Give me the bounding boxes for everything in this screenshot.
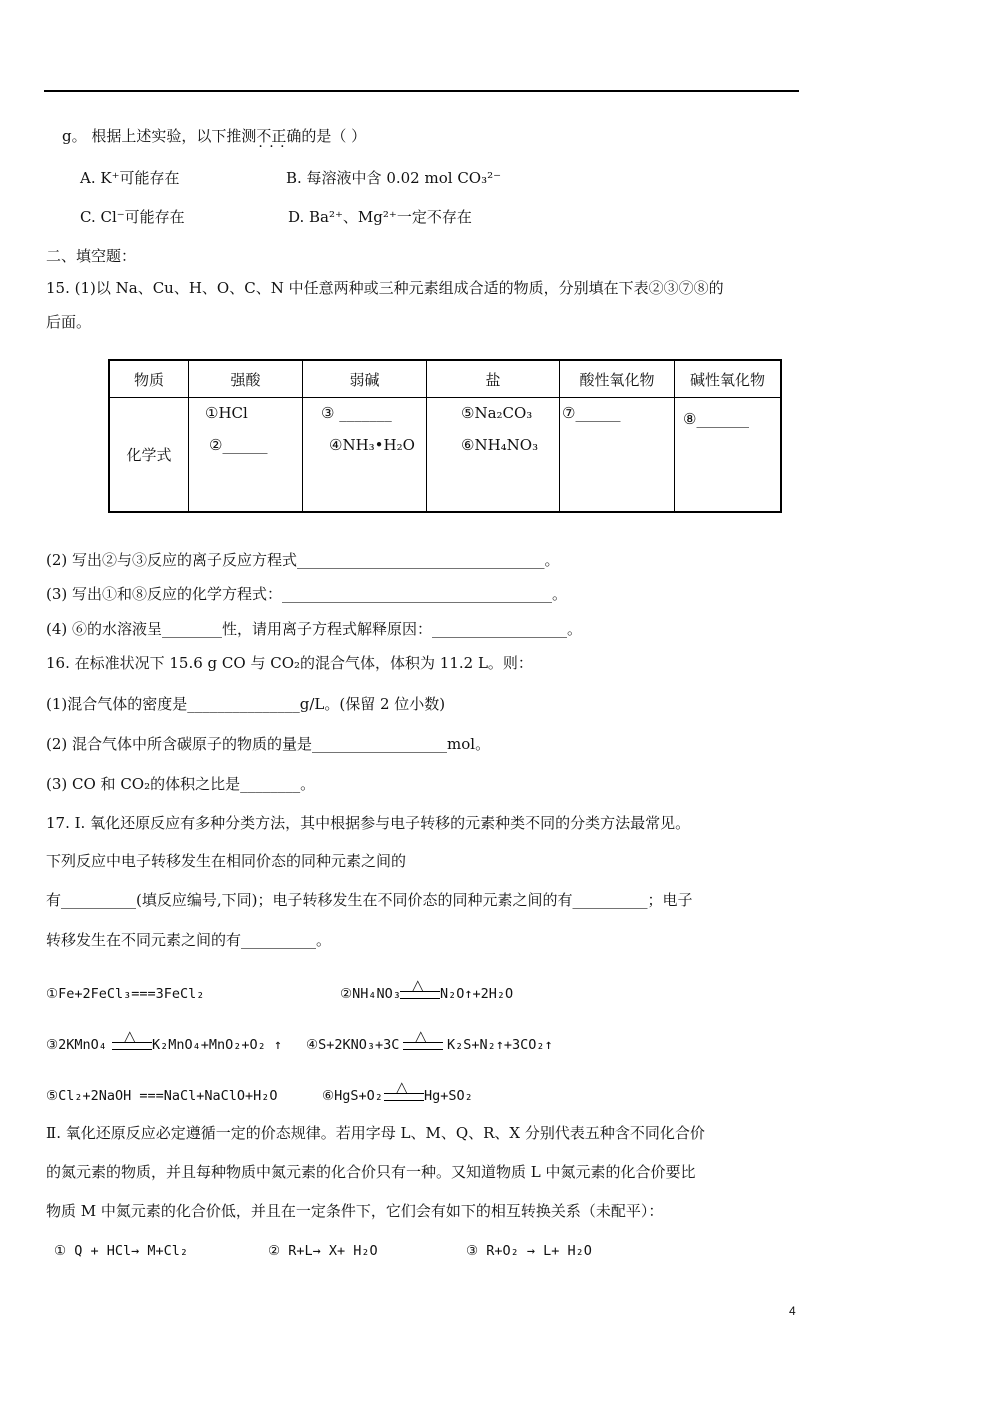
table-header: 盐: [427, 360, 560, 398]
q17-line1: 17. Ⅰ. 氧化还原反应有多种分类方法，其中根据参与电子转移的元素种类不同的分类方法最常见。: [46, 814, 691, 832]
section-title: 二、填空题：: [46, 247, 137, 265]
q14-option-d: D. Ba²⁺、Mg²⁺一定不存在: [288, 208, 472, 226]
reaction-2-products: N₂O↑+2H₂O: [440, 986, 514, 1002]
substance-table: [108, 359, 782, 513]
q17-line3: 有__________(填反应编号,下同)；电子转移发生在不同价态的同种元素之间的有__________；电子: [46, 891, 693, 909]
q16-part2: (2) 混合气体中所含碳原子的物质的量是__________________mol。: [46, 735, 491, 753]
table-cell: ③ _______: [321, 404, 392, 422]
q15-part3: (3) 写出①和⑧反应的化学方程式：____________________________________。: [46, 585, 568, 603]
q15-part2: (2) 写出②与③反应的离子反应方程式_________________________________。: [46, 551, 560, 569]
conversion-2: ② R+L→ X+ H₂O: [268, 1243, 378, 1259]
table-header: 碱性氧化物: [675, 360, 782, 398]
table-cell: ②______: [209, 436, 268, 454]
table-cell: ④NH₃•H₂O: [329, 436, 415, 454]
reaction-4-products: K₂S+N₂↑+3CO₂↑: [447, 1037, 553, 1053]
q16-stem: 16. 在标准状况下 15.6 g CO 与 CO₂的混合气体，体积为 11.2 L。则：: [46, 654, 533, 672]
conversion-1: ① Q + HCl→ M+Cl₂: [54, 1243, 189, 1259]
heat-icon: △: [412, 976, 424, 994]
q17-part2-line3: 物质 M 中氮元素的化合价低，并且在一定条件下，它们会有如下的相互转换关系（未配平）：: [46, 1202, 664, 1220]
table-cell: ①HCl: [205, 404, 248, 422]
q16-part1: (1)混合气体的密度是_______________g/L。(保留 2 位小数): [46, 695, 446, 713]
page-number: 4: [789, 1304, 796, 1318]
table-header: 酸性氧化物: [560, 360, 675, 398]
q14-stem: g。 根据上述实验，以下推测不正确 · · ·的是（ ）: [62, 126, 366, 146]
reaction-4-reactants: ④S+2KNO₃+3C: [306, 1037, 400, 1053]
q14-option-c: C. Cl⁻可能存在: [80, 208, 185, 226]
reaction-3-products: K₂MnO₄+MnO₂+O₂ ↑: [152, 1037, 283, 1053]
heat-icon: △: [415, 1027, 427, 1045]
q17-part2-line1: Ⅱ. 氧化还原反应必定遵循一定的价态规律。若用字母 L、M、Q、R、X 分别代表五种含不同化合价: [46, 1124, 705, 1142]
table-cell: ⑥NH₄NO₃: [461, 436, 539, 454]
reaction-6-reactants: ⑥HgS+O₂: [322, 1088, 383, 1104]
q17-line2: 下列反应中电子转移发生在相同价态的同种元素之间的: [46, 852, 407, 870]
reaction-2-reactants: ②NH₄NO₃: [340, 986, 401, 1002]
q15-part4: (4) ⑥的水溶液呈________性，请用离子方程式解释原因：__________________。: [46, 620, 583, 638]
reaction-5: ⑤Cl₂+2NaOH ===NaCl+NaClO+H₂O: [46, 1088, 278, 1104]
reaction-3-reactants: ③2KMnO₄: [46, 1037, 107, 1053]
table-cell: ⑧_______: [683, 410, 749, 428]
heat-icon: △: [124, 1027, 136, 1045]
header-rule: [44, 90, 799, 92]
table-cell: ⑦______: [562, 404, 621, 422]
q15-stem-line2: 后面。: [46, 313, 92, 331]
emphasis-dots: 不正确 · · ·: [256, 127, 301, 145]
table-header: 物质: [109, 360, 189, 398]
table-cell: ⑤Na₂CO₃: [461, 404, 533, 422]
reaction-6-products: Hg+SO₂: [424, 1088, 473, 1104]
table-header: 弱碱: [303, 360, 427, 398]
q15-stem-line1: 15. (1)以 Na、Cu、H、O、C、N 中任意两种或三种元素组成合适的物质，分别填在下表②③⑦⑧的: [46, 279, 724, 297]
q17-part2-line2: 的氮元素的物质，并且每种物质中氮元素的化合价只有一种。又知道物质 L 中氮元素的化合价要比: [46, 1163, 696, 1181]
q14-option-a: A. K⁺可能存在: [80, 169, 180, 187]
q16-part3: (3) CO 和 CO₂的体积之比是________。: [46, 775, 316, 793]
q14-option-b: B. 每溶液中含 0.02 mol CO₃²⁻: [286, 169, 502, 187]
conversion-3: ③ R+O₂ → L+ H₂O: [466, 1243, 592, 1259]
q17-line4: 转移发生在不同元素之间的有__________。: [46, 931, 332, 949]
row-label: 化学式: [109, 398, 189, 513]
heat-icon: △: [396, 1078, 408, 1096]
reaction-1: ①Fe+2FeCl₃===3FeCl₂: [46, 986, 205, 1002]
table-header: 强酸: [189, 360, 303, 398]
